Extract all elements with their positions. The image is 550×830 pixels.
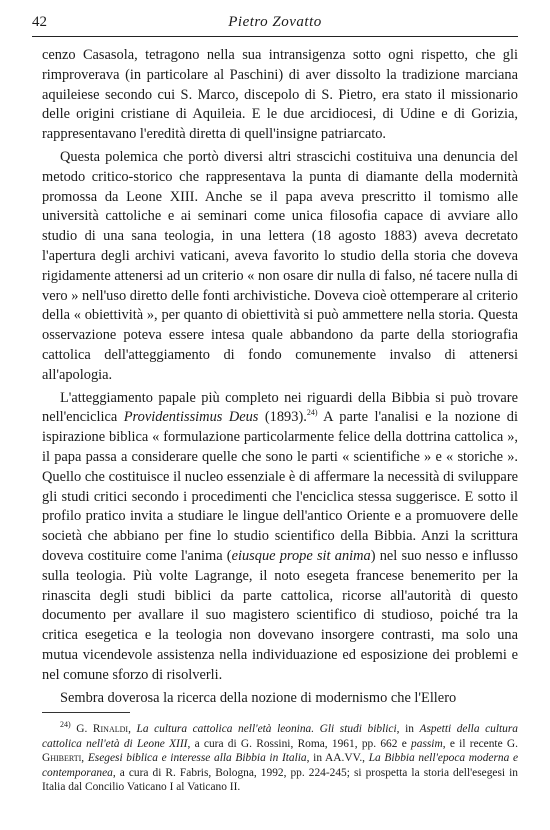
running-title: Pietro Zovatto (228, 14, 322, 30)
page-header (32, 14, 518, 34)
encyclical-title: Providentissimus Deus (123, 409, 259, 426)
paragraph-2: Questa polemica che portò diversi altri strascichi costituiva una denuncia del metodo critico-storico che rappresentava la punta di diamante della modernità promossa da Leone XIII. Anche se il papa aveva prescritto il tomismo alle università cattoliche e ai seminari come unica filosofia capace di avviare allo studio di una sana teologia, in una lettera (18 agosto 1883) aveva decretato l'apertura degli archivi vaticani, aveva favorito lo studio della storia che doveva rigidamente attenersi ad un criterio « non osare dir nulla di falso, né tacere nulla di vero » nell'uso diretto delle fonti archivistiche. Doveva cioè ottemperare al criterio della « obiettività », per quanto di obiettività si può ammettere nella storia. Questa osservazione poteva essere intesa quale abbandono da parte della storiografia cattolica dell'atteggiamento di fondo comunemente invalso di attenersi all'apologia. (42, 148, 518, 383)
footnote-ref: 24) (306, 408, 318, 418)
body-text (42, 46, 518, 711)
footnote-text-2: , in (396, 723, 420, 735)
footnote-text-5: , (81, 752, 88, 765)
page-number: 42 (32, 14, 47, 30)
footnote-title-2: Aspetti della cultura cattolica nell'età di Leone XIII (42, 723, 518, 750)
footnote-text-6: , in AA.VV., (306, 752, 369, 765)
paragraph-3-text-d: ) nel suo nesso e influsso sulla teologia. Più volte Lagrange, il noto esegeta francese benemerito per la rinascita degli studi biblici da parte cattolica, ricorse all'autorità di questo documento per avallare il suo magistero scientifico di studioso, poiché tra la critica esegetica e la teologia non dovevano insorgere contrasti, ma solo una mutua vicendevole assistenza nella individuazione ed esposizione dei problemi e nel comune sforzo di risolverli. (42, 547, 518, 683)
footnote-title-4: La Bibbia nell'epoca moderna e contemporanea (42, 752, 519, 779)
paragraph-3 (42, 389, 518, 686)
footnote-24 (42, 722, 518, 795)
paragraph-3-text-b: (1893). (258, 409, 307, 426)
latin-phrase: eiusque prope sit anima (231, 547, 371, 564)
paragraph-1: cenzo Casasola, tetragono nella sua intransigenza sotto ogni rispetto, che gli rimproverava (in particolare al Paschini) di aver dissolto la tradizione marciana aquileiese secondo cui S. Marco, discepolo di S. Pietro, era stato il missionario delle origini cristiane di Aquileia. E le due arcidiocesi, di Udine e di Gorizia, rappresentavano l'eredità diretta di quell'insigne patriarcato. (42, 47, 518, 143)
footnote-text-4: , e il recente G. (442, 737, 518, 750)
footnote-rule (42, 712, 130, 713)
footnote-text-3: , a cura di G. Rossini, Roma, 1961, pp. 662 e (187, 737, 412, 750)
header-rule (32, 36, 518, 37)
footnote-text-1: , (128, 723, 137, 735)
footnote-author-2: Ghiberti (42, 752, 82, 765)
footnote-author-1: G. Rinaldi (76, 723, 129, 735)
footnote-title-1: La cultura cattolica nell'età leonina. Gli studi biblici (136, 723, 397, 735)
footnote-passim: passim (411, 737, 443, 750)
paragraph-4: Sembra doverosa la ricerca della nozione di modernismo che l'Ellero (60, 689, 457, 706)
footnote-text-7: , a cura di R. Fabris, Bologna, 1992, pp. 224-245; si prospetta la storia dell'esegesi in Italia dal Concilio Vaticano I al Vaticano II. (42, 766, 518, 794)
paragraph-3-text-c: A parte l'analisi e la nozione di ispirazione biblica « formulazione particolarmente felice della dottrina cattolica », il papa passa a considerare quelle che sono le parti « scientifiche » e « storiche ». Quello che costituisce il nucleo essenziale è di affermare la necessità di sviluppare gli studi critici secondo i procedimenti che l'enciclica stessa suggerisce. E sotto il profilo pratico invita a studiare le lingue dell'antico Oriente e a promuovere delle società che abbiano per fine lo studio scientifico della Bibbia. Anzi la scrittura doveva costituire come l'anima ( (42, 409, 518, 564)
footnote-title-3: Esegesi biblica e interesse alla Bibbia in Italia (87, 752, 307, 765)
paragraph-3-text-a: L'atteggiamento papale più completo nei riguardi della Bibbia si può trovare nell'enciclica (42, 389, 518, 426)
footnote-marker: 24) (60, 720, 71, 730)
